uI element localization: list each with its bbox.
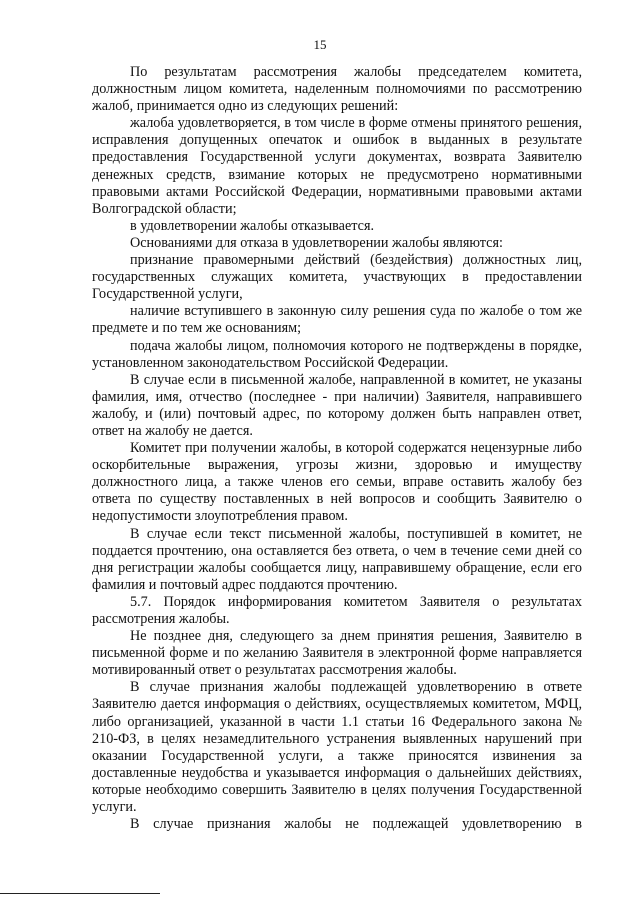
paragraph-refusal-grounds: Основаниями для отказа в удовлетворении жалобы являются: xyxy=(130,234,503,251)
paragraph-response-deadline: Не позднее дня, следующего за днем принятия решения, Заявителю в письменной форме и по желанию Заявителя в электронной форме направляется мотивированный ответ о результатах рассмотрения жалобы. xyxy=(92,628,582,679)
paragraph-unconfirmed-authority: подача жалобы лицом, полномочия которого не подтверждены в порядке, установленном законодательством Российской Федерации. xyxy=(92,337,582,371)
paragraph-unreadable-text: В случае если текст письменной жалобы, поступившей в комитет, не поддается прочтению, она оставляется без ответа, о чем в течение семи дней со дня регистрации жалобы сообщается лицу, направившему обращение, если его фамилия и почтовый адрес поддаются прочтению. xyxy=(92,525,582,593)
document-body xyxy=(92,64,582,833)
footer-divider xyxy=(0,893,160,894)
paragraph-court-decision: наличие вступившего в законную силу решения суда по жалобе о том же предмете и по тем же основаниям; xyxy=(92,303,582,337)
page-number: 15 xyxy=(313,37,327,52)
paragraph-missing-name: В случае если в письменной жалобе, направленной в комитет, не указаны фамилия, имя, отчество (последнее - при наличии) Заявителя, направившего жалобу, и (или) почтовый адрес, по которому должен быть направлен ответ, ответ на жалобу не дается. xyxy=(92,371,582,439)
paragraph-satisfied-response: В случае признания жалобы подлежащей удовлетворению в ответе Заявителю дается информация о действиях, осуществляемых комитетом, МФЦ, либо организацией, указанной в части 1.1 статьи 16 Федерального закона № 210-ФЗ, в целях незамедлительного устранения выявленных нарушений при оказании Государственной услуги, а также приносятся извинения за доставленные неудобства и указывается информация о дальнейших действиях, которые необходимо совершить Заявителю в целях получения Государственной услуги. xyxy=(92,679,582,816)
paragraph-offensive-content: Комитет при получении жалобы, в которой содержатся нецензурные либо оскорбительные выражения, угрозы жизни, здоровью и имуществу должностного лица, а также членов его семьи, вправе оставить жалобу без ответа по существу поставленных в ней вопросов и сообщить Заявителю о недопустимости злоупотребления правом. xyxy=(92,440,582,525)
paragraph-lawful-actions: признание правомерными действий (бездействия) должностных лиц, государственных служащих комитета, участвующих в предоставлении Государственной услуги, xyxy=(92,252,582,303)
paragraph-section-5-7: 5.7. Порядок информирования комитетом Заявителя о результатах рассмотрения жалобы. xyxy=(92,593,582,627)
paragraph-complaint-rejected: в удовлетворении жалобы отказывается. xyxy=(130,217,375,234)
paragraph-complaint-satisfied: жалоба удовлетворяется, в том числе в форме отмены принятого решения, исправления допущенных опечаток и ошибок в выданных в результате предоставления Государственной услуги документах, возврата Заявителю денежных средств, взимание которых не предусмотрено нормативными правовыми актами Российской Федерации, нормативными правовыми актами Волгоградской области; xyxy=(92,115,582,217)
paragraph-review-results: По результатам рассмотрения жалобы председателем комитета, должностным лицом комитета, наделенным полномочиями по рассмотрению жалоб, принимается одно из следующих решений: xyxy=(92,64,582,115)
paragraph-not-satisfied-response: В случае признания жалобы не подлежащей удовлетворению в xyxy=(130,816,582,833)
